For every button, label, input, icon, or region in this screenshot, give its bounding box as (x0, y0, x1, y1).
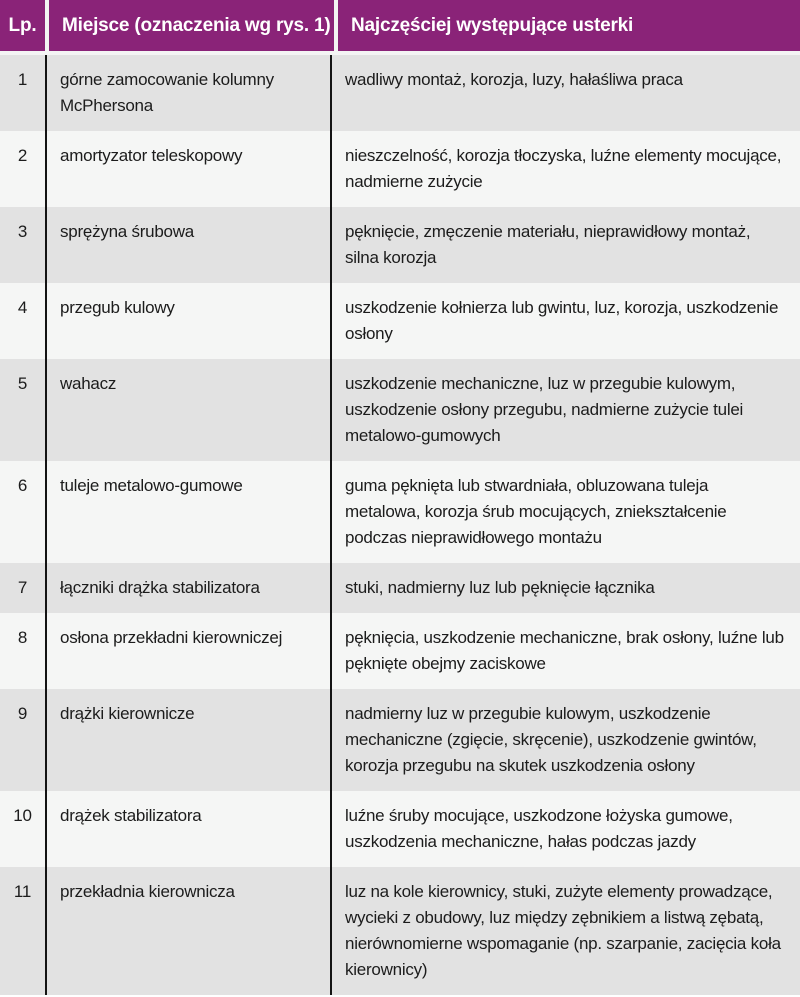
row-defects-cell: luźne śruby mocujące, uszkodzone łożyska gumowe, uszkodzenia mechaniczne, hałas podczas jazdy (330, 791, 800, 867)
row-number-cell: 7 (17, 578, 28, 597)
row-number-cell: 3 (17, 222, 28, 241)
row-location-cell: amortyzator teleskopowy (45, 131, 330, 207)
row-location-cell: tuleje metalowo-gumowe (45, 461, 330, 563)
row-defects-cell: luz na kole kierownicy, stuki, zużyte elementy prowadzące, wycieki z obudowy, luz między zębnikiem a listwą zębatą, nierównomierne wspomaganie (np. szarpanie, zacięcia koła kierownicy) (330, 867, 800, 995)
table-row (0, 867, 800, 995)
table-row (0, 461, 800, 563)
header-cell-miejsce: Miejsce (oznaczenia wg rys. 1) (49, 0, 334, 51)
row-location-cell: drążki kierownicze (45, 689, 330, 791)
table-body (0, 55, 800, 995)
row-location-cell: wahacz (45, 359, 330, 461)
row-defects-cell: wadliwy montaż, korozja, luzy, hałaśliwa praca (330, 55, 800, 131)
row-number-cell: 1 (17, 70, 28, 89)
row-location-cell: sprężyna śrubowa (45, 207, 330, 283)
row-defects-cell: uszkodzenie mechaniczne, luz w przegubie kulowym, uszkodzenie osłony przegubu, nadmierne zużycie tulei metalowo-gumowych (330, 359, 800, 461)
row-defects-cell: pęknięcie, zmęczenie materiału, nieprawidłowy montaż, silna korozja (330, 207, 800, 283)
row-number-cell: 9 (17, 704, 28, 723)
row-defects-cell: stuki, nadmierny luz lub pęknięcie łącznika (330, 563, 800, 613)
row-defects-cell: uszkodzenie kołnierza lub gwintu, luz, korozja, uszkodzenie osłony (330, 283, 800, 359)
row-defects-cell: pęknięcia, uszkodzenie mechaniczne, brak osłony, luźne lub pęknięte obejmy zaciskowe (330, 613, 800, 689)
row-location-cell: górne zamocowanie kolumny McPhersona (45, 55, 330, 131)
row-location-cell: przekładnia kierownicza (45, 867, 330, 995)
row-number-cell: 6 (17, 476, 28, 495)
table-row (0, 791, 800, 867)
row-location-cell: łączniki drążka stabilizatora (45, 563, 330, 613)
row-location-cell: osłona przekładni kierowniczej (45, 613, 330, 689)
row-location-cell: drążek stabilizatora (45, 791, 330, 867)
table-row (0, 207, 800, 283)
row-defects-cell: nieszczelność, korozja tłoczyska, luźne elementy mocujące, nadmierne zużycie (330, 131, 800, 207)
table-row (0, 283, 800, 359)
row-location-cell: przegub kulowy (45, 283, 330, 359)
header-cell-lp: Lp. (0, 0, 45, 51)
row-number-cell: 8 (17, 628, 28, 647)
row-number-cell: 5 (17, 374, 28, 393)
table-header-row (0, 0, 800, 55)
table-row (0, 689, 800, 791)
row-number-cell: 10 (13, 806, 32, 825)
table-row (0, 563, 800, 613)
row-number-cell: 2 (17, 146, 28, 165)
table-row (0, 131, 800, 207)
row-defects-cell: guma pęknięta lub stwardniała, obluzowana tuleja metalowa, korozja śrub mocujących, zniekształcenie podczas nieprawidłowego montażu (330, 461, 800, 563)
row-defects-cell: nadmierny luz w przegubie kulowym, uszkodzenie mechaniczne (zgięcie, skręcenie), uszkodzenie gwintów, korozja przegubu na skutek uszkodzenia osłony (330, 689, 800, 791)
table-row (0, 55, 800, 131)
row-number-cell: 11 (13, 882, 32, 901)
table-row (0, 359, 800, 461)
table-row (0, 613, 800, 689)
header-cell-usterki: Najczęściej występujące usterki (338, 0, 800, 51)
row-number-cell: 4 (17, 298, 28, 317)
